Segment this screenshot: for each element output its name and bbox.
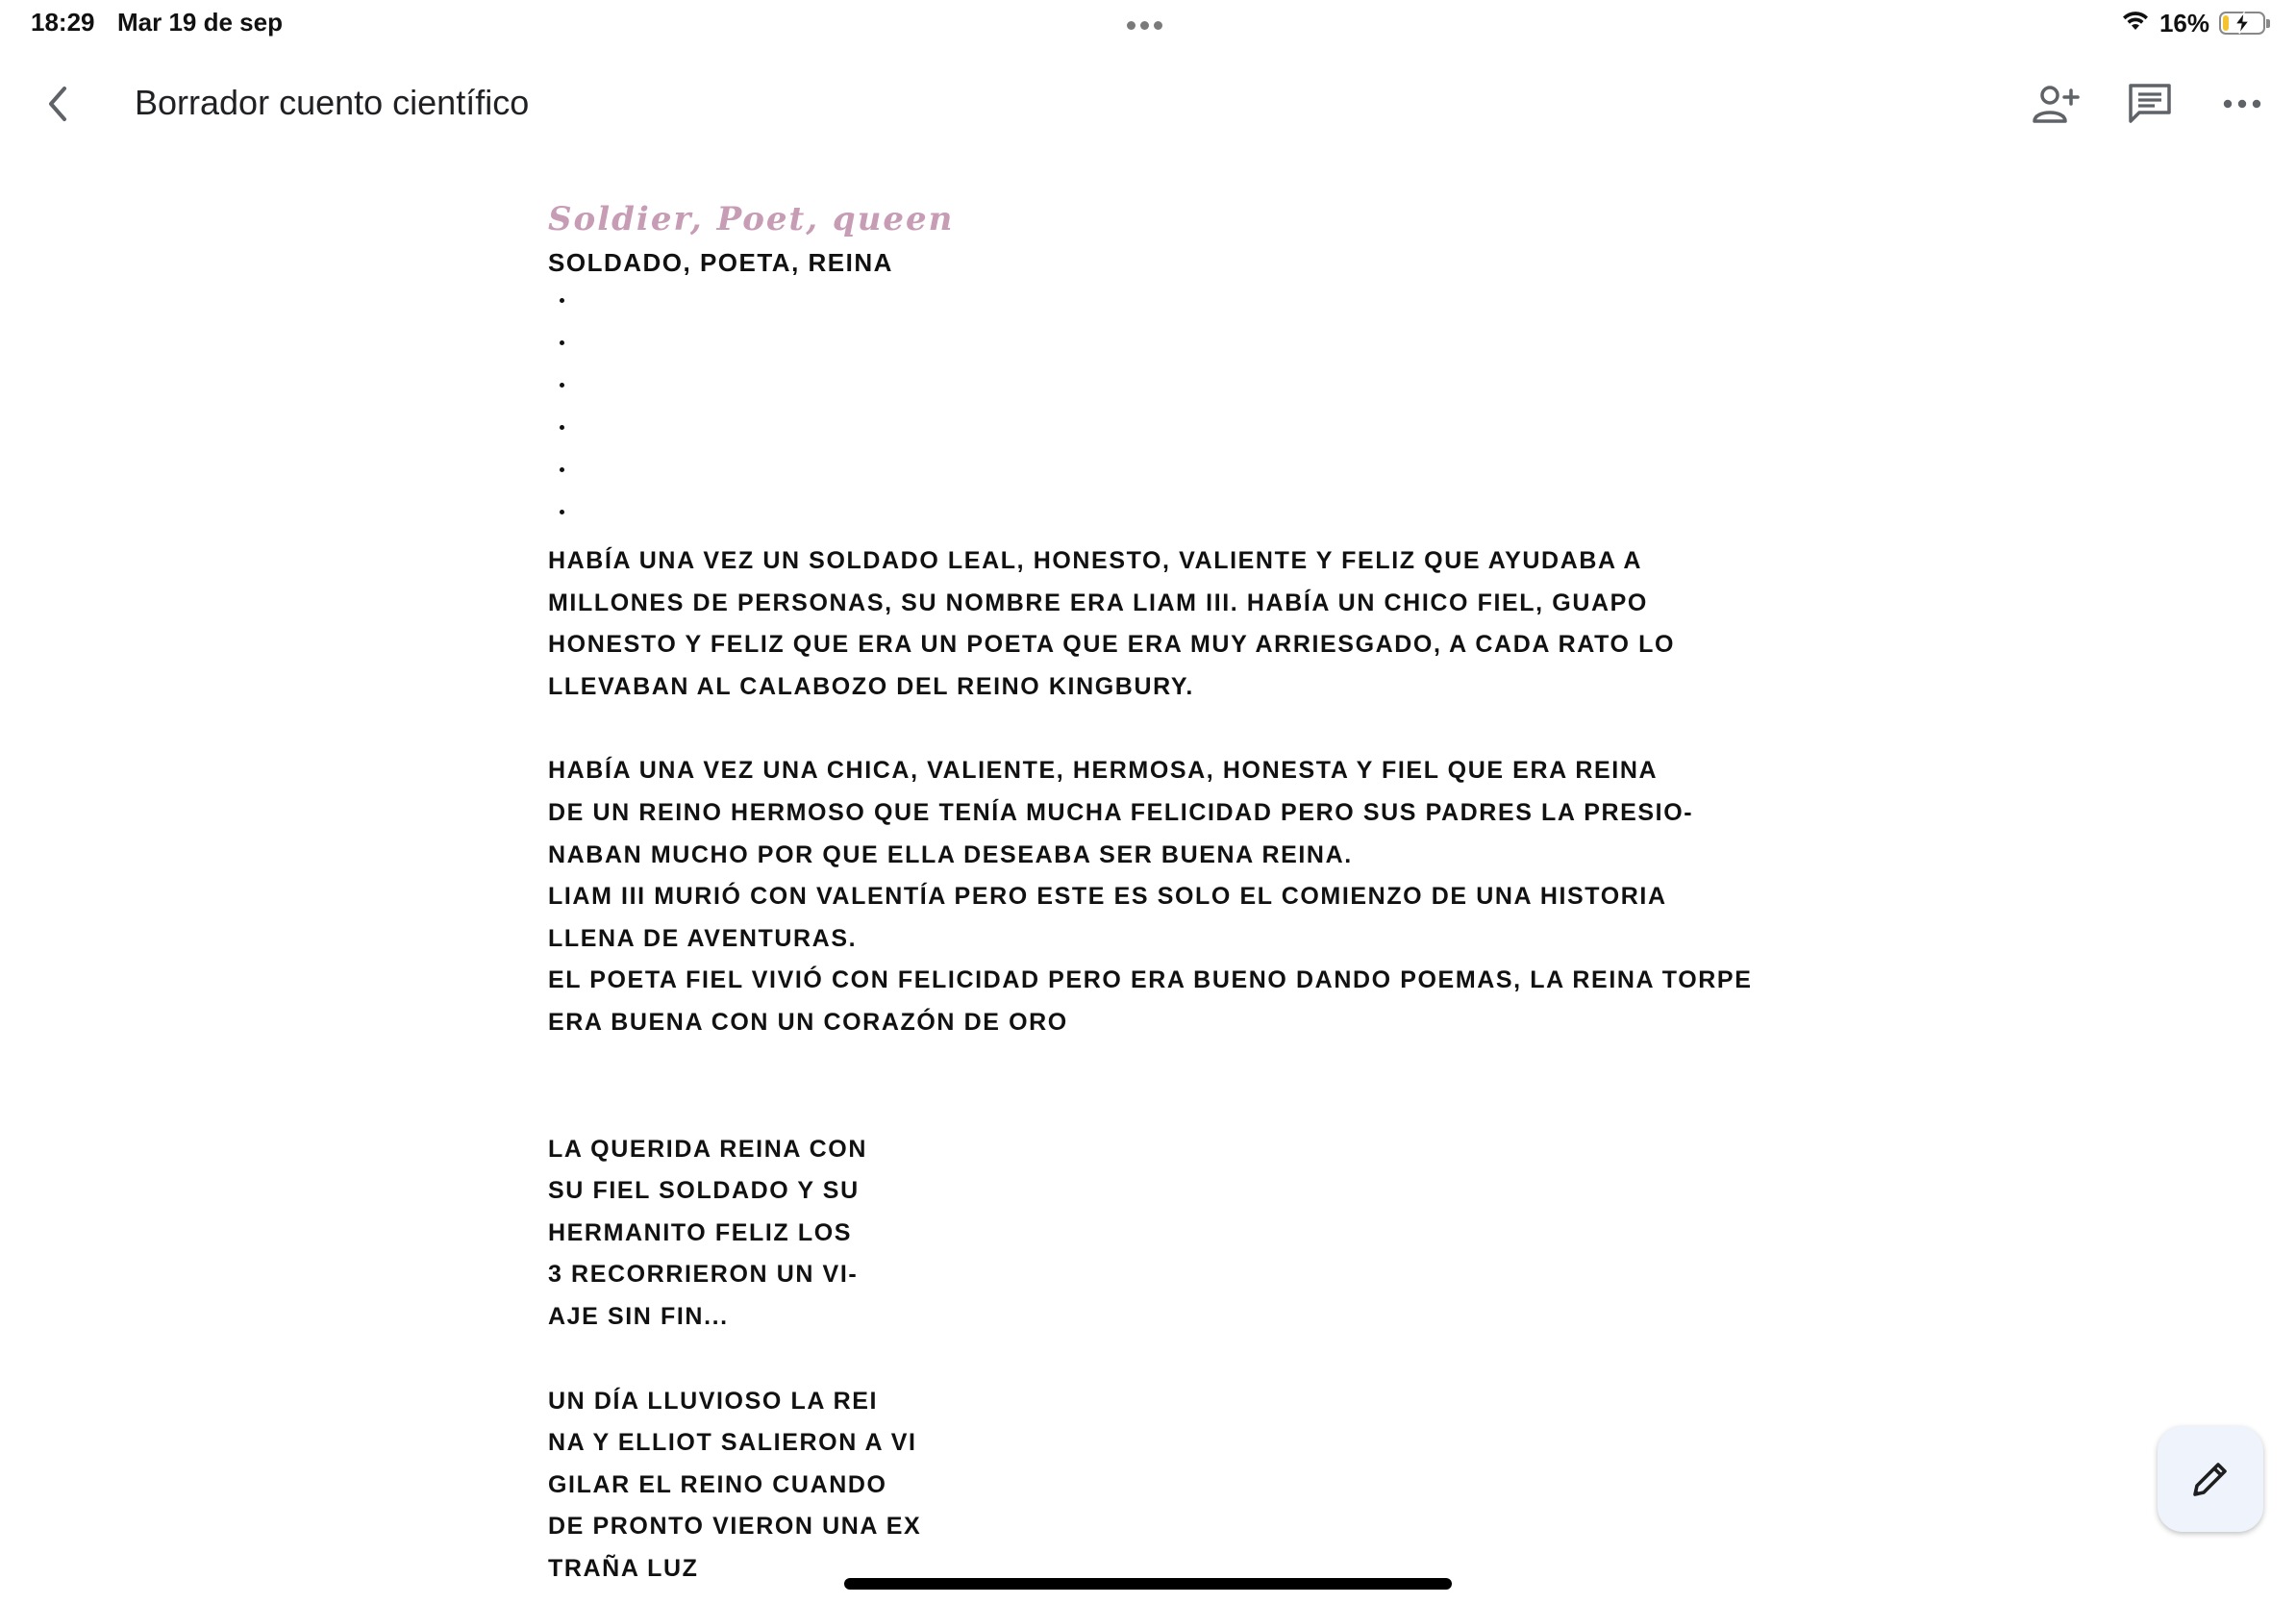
wifi-icon bbox=[2121, 11, 2150, 37]
paragraph-4: UN DÍA LLUVIOSO LA REI NA Y ELLIOT SALIERON A VI GILAR EL REINO CUANDO DE PRONTO VIERON UNA EX TRAÑA LUZ bbox=[548, 1387, 922, 1582]
status-right bbox=[2121, 6, 2265, 40]
bullet-item bbox=[548, 450, 1759, 492]
status-bar bbox=[0, 0, 2296, 46]
charging-bolt-icon bbox=[2233, 12, 2252, 35]
bullet-item bbox=[548, 492, 1759, 535]
share-button[interactable] bbox=[2027, 77, 2084, 131]
multitasking-dots-icon[interactable] bbox=[1127, 17, 1169, 27]
document-title: Borrador cuento científico bbox=[135, 83, 530, 122]
paragraph-1: HABÍA UNA VEZ UN SOLDADO LEAL, HONESTO, VALIENTE Y FELIZ QUE AYUDABA A MILLONES DE PERSONAS, SU NOMBRE ERA LIAM III. HABÍA UN CHICO FIEL, GUAPO HONESTO Y FELIZ QUE ERA UN POETA QUE ERA MUY ARRIESGADO, A CADA RATO LO LLEVABAN AL CALABOZO DEL REINO KINGBURY. bbox=[548, 547, 1676, 700]
status-date: Mar 19 de sep bbox=[117, 8, 283, 37]
document-heading: Soldier, Poet, queen bbox=[548, 200, 955, 238]
document-subtitle: SOLDADO, POETA, REINA bbox=[548, 248, 893, 277]
battery-percentage: 16% bbox=[2159, 8, 2209, 38]
paragraph-3: LA QUERIDA REINA CON SU FIEL SOLDADO Y SU HERMANITO FELIZ LOS 3 RECORRIERON UN VI- AJE SIN FIN... bbox=[548, 1135, 867, 1330]
battery-icon bbox=[2219, 12, 2265, 35]
chevron-left-icon bbox=[43, 85, 72, 123]
bullet-item bbox=[548, 365, 1759, 408]
more-options-button[interactable] bbox=[2213, 77, 2271, 131]
person-add-icon bbox=[2031, 83, 2081, 125]
empty-bullet-list bbox=[548, 281, 1759, 535]
edit-button[interactable] bbox=[2158, 1426, 2263, 1532]
document-toolbar bbox=[0, 58, 2296, 150]
document-body[interactable] bbox=[548, 198, 1759, 1590]
comment-icon bbox=[2128, 83, 2172, 125]
battery-level bbox=[2223, 15, 2229, 31]
bullet-item bbox=[548, 323, 1759, 365]
status-time: 18:29 bbox=[31, 8, 95, 37]
bullet-item bbox=[548, 281, 1759, 323]
home-indicator[interactable] bbox=[844, 1578, 1452, 1590]
bullet-item bbox=[548, 408, 1759, 450]
comments-button[interactable] bbox=[2121, 77, 2179, 131]
paragraph-2: HABÍA UNA VEZ UNA CHICA, VALIENTE, HERMOSA, HONESTA Y FIEL QUE ERA REINA DE UN REINO HERMOSO QUE TENÍA MUCHA FELICIDAD PERO SUS PADRES LA PRESIO- NABAN MUCHO POR QUE ELLA DESEABA SER BUENA REINA. LIAM III MURIÓ CON VALENTÍA PERO ESTE ES SOLO EL COMIENZO DE UNA HISTORIA LLENA DE AVENTURAS. EL POETA FIEL VIVIÓ CON FELICIDAD PERO ERA BUENO DANDO POEMAS, LA REINA TORPE ERA BUENA CON UN CORAZÓN DE ORO bbox=[548, 757, 1753, 1036]
more-horizontal-icon bbox=[2223, 98, 2261, 110]
pencil-icon bbox=[2187, 1456, 2234, 1502]
back-button[interactable] bbox=[33, 79, 83, 129]
